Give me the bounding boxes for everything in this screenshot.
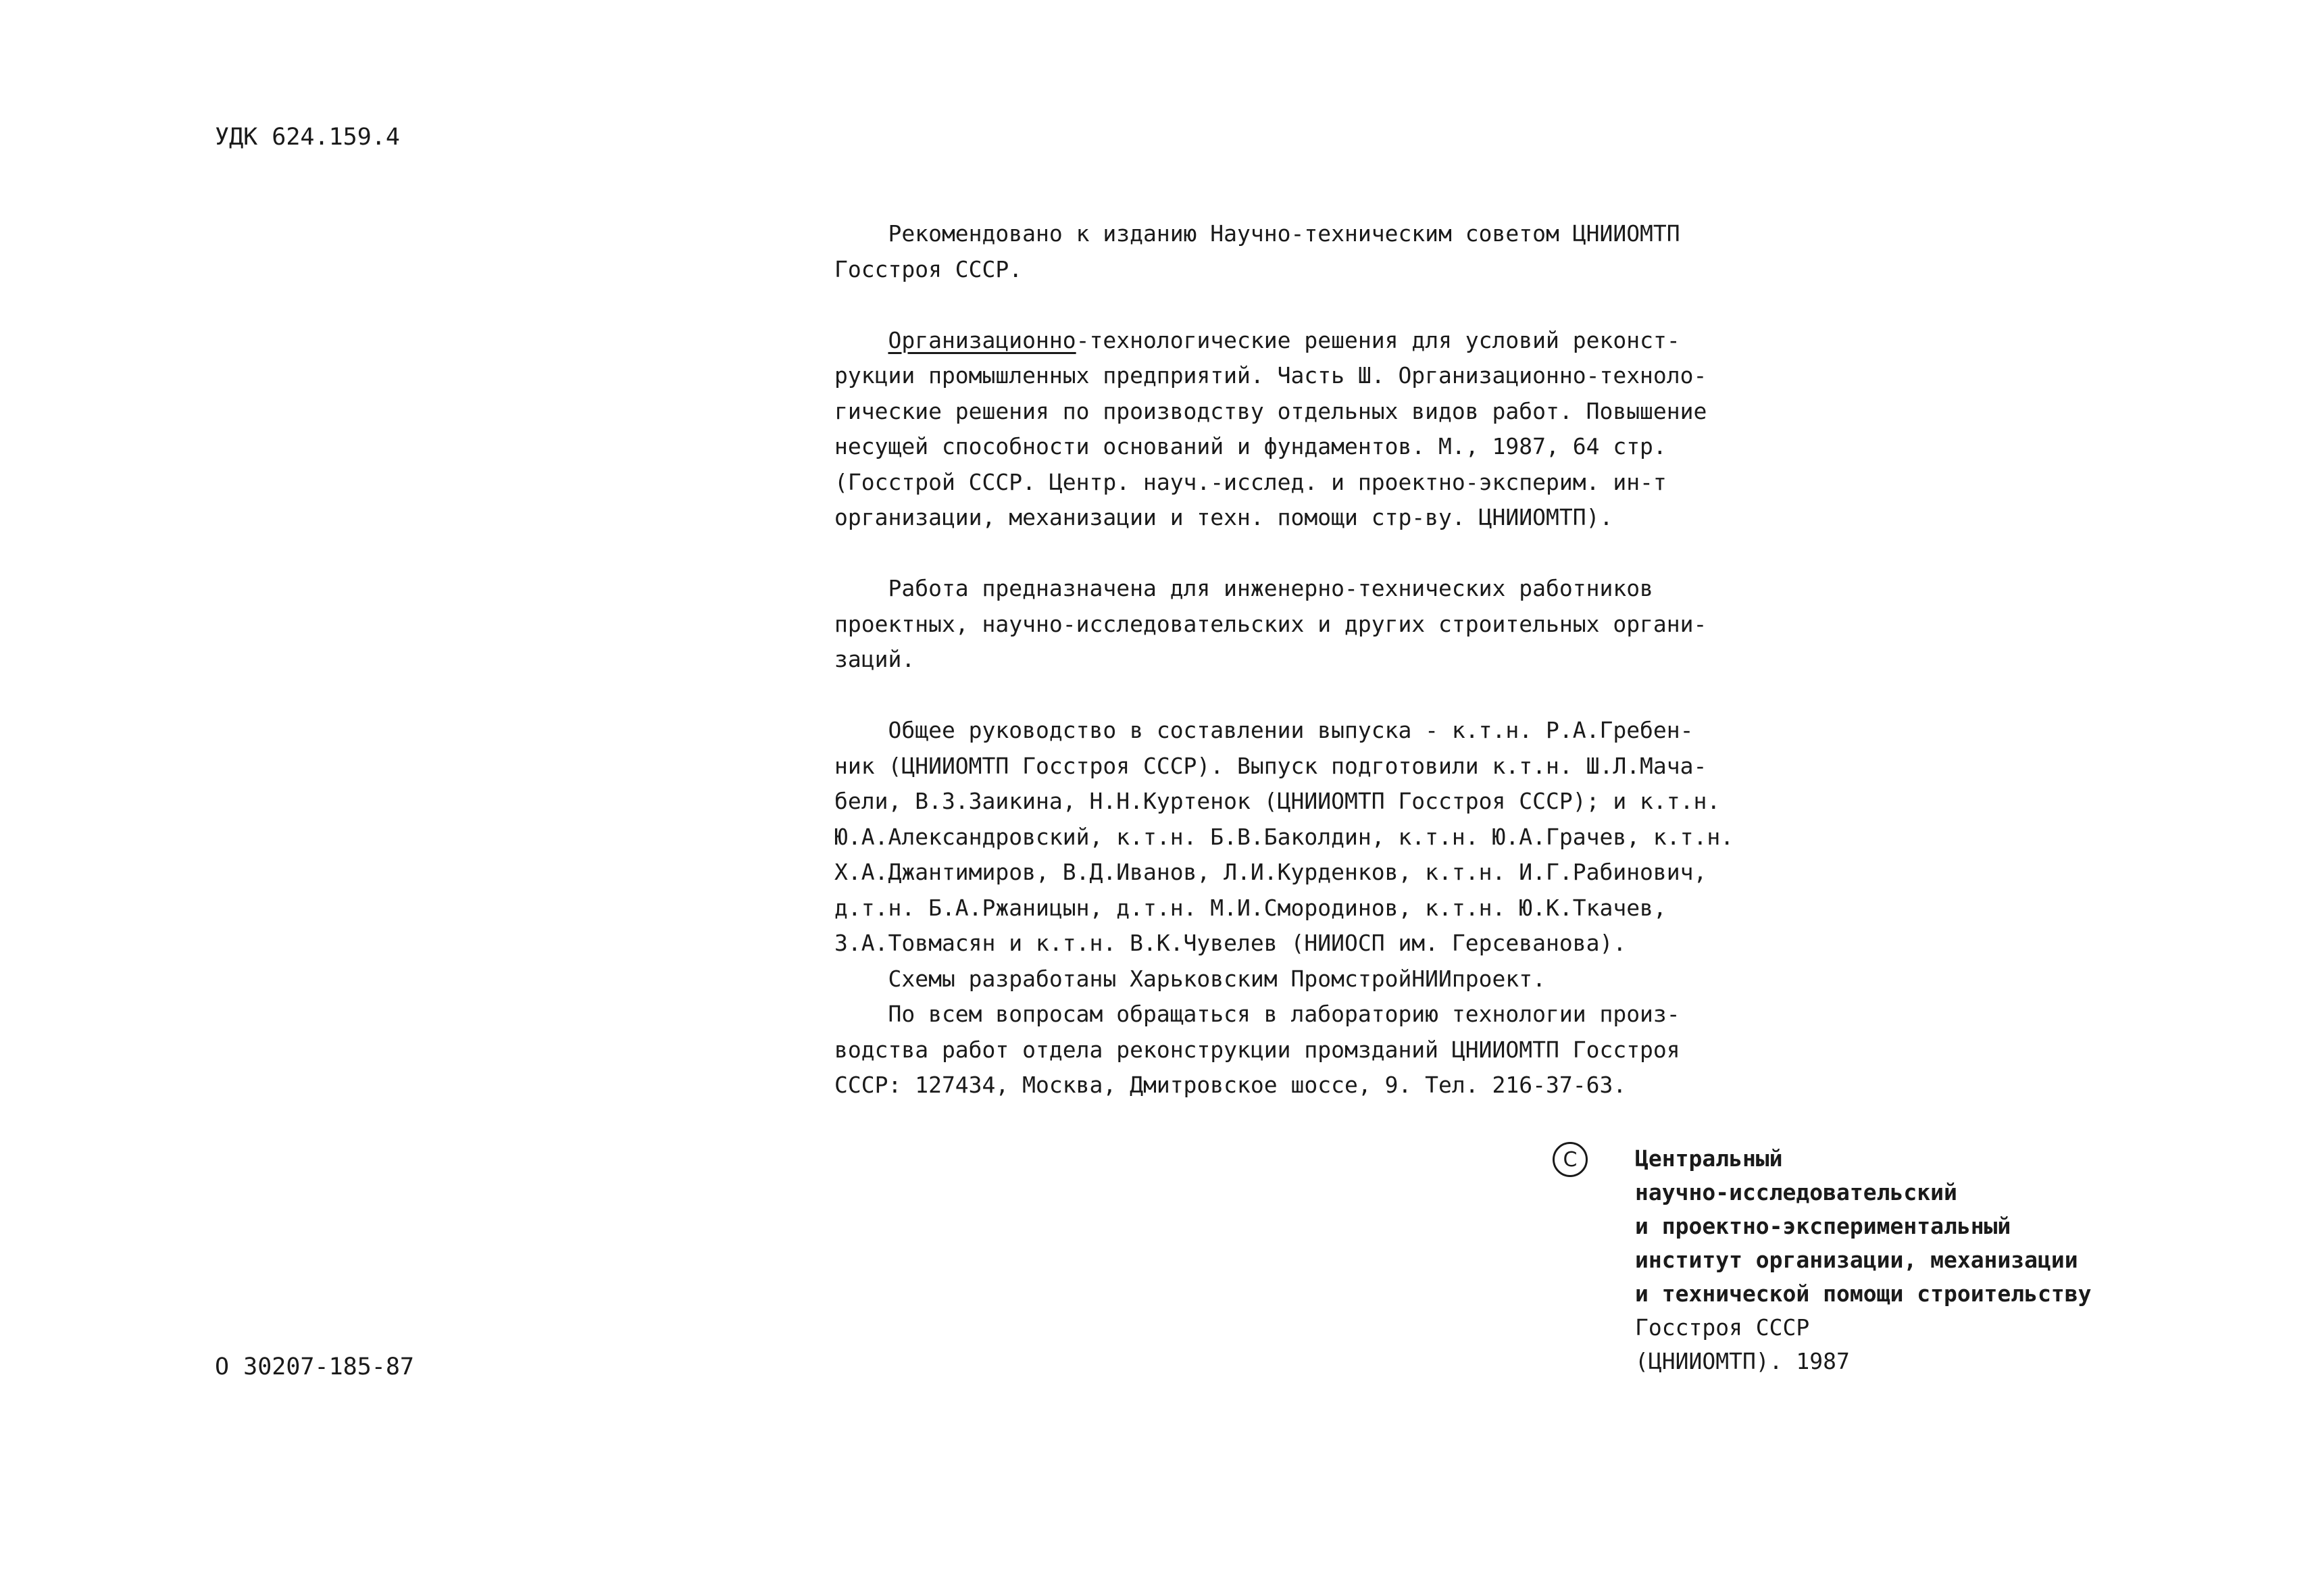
text-line: Схемы разработаны Харьковским ПромстройНИИпроект. bbox=[834, 965, 1546, 992]
text-line: З.А.Товмасян и к.т.н. В.К.Чувелев (НИИОСП им. Герсеванова). bbox=[834, 930, 1627, 956]
text-line: гические решения по производству отдельных видов работ. Повышение bbox=[834, 397, 1707, 424]
institute-name bbox=[1635, 1142, 2092, 1378]
copyright-icon: C bbox=[1553, 1142, 1588, 1177]
abstract-first-line bbox=[834, 323, 1780, 359]
text-line: институт организации, механизации bbox=[1635, 1247, 2078, 1273]
text-line: рукции промышленных предприятий. Часть Ш. Организационно-техноло- bbox=[834, 362, 1707, 389]
main-text bbox=[834, 216, 1780, 1103]
schemes-paragraph bbox=[834, 962, 1780, 997]
text-line: ник (ЦНИИОМТП Госстроя СССР). Выпуск подготовили к.т.н. Ш.Л.Мача- bbox=[834, 752, 1707, 779]
text-line: Работа предназначена для инженерно-технических работников bbox=[834, 575, 1653, 601]
text-fragment: -технологические решения для условий реконст- bbox=[1076, 326, 1680, 353]
recommendation-paragraph bbox=[834, 216, 1780, 287]
text-line: (ЦНИИОМТП). 1987 bbox=[1635, 1348, 1850, 1374]
indent bbox=[834, 327, 888, 353]
text-line: Х.А.Джантимиров, В.Д.Иванов, Л.И.Курденков, к.т.н. И.Г.Рабинович, bbox=[834, 859, 1707, 885]
udk-code: УДК 624.159.4 bbox=[215, 124, 400, 151]
text-line: несущей способности оснований и фундаментов. М., 1987, 64 стр. bbox=[834, 433, 1667, 459]
text-line: По всем вопросам обращаться в лабораторию технологии произ- bbox=[834, 1001, 1680, 1027]
text-line: Общее руководство в составлении выпуска - к.т.н. Р.А.Гребен- bbox=[834, 717, 1694, 743]
text-line: водства работ отдела реконструкции промзданий ЦНИИОМТП Госстроя bbox=[834, 1036, 1680, 1063]
text-line: организации, механизации и техн. помощи стр-ву. ЦНИИОМТП). bbox=[834, 504, 1613, 530]
text-line: и проектно-экспериментальный bbox=[1635, 1213, 2011, 1239]
text-line: Рекомендовано к изданию Научно-техническим советом ЦНИИОМТП bbox=[834, 220, 1680, 247]
text-line: СССР: 127434, Москва, Дмитровское шоссе, 9. Тел. 216-37-63. bbox=[834, 1072, 1627, 1098]
underlined-word: Организационно bbox=[888, 326, 1076, 353]
catalog-number: О 30207-185-87 bbox=[215, 1353, 415, 1380]
text-line: и технической помощи строительству bbox=[1635, 1280, 2092, 1307]
authors-paragraph bbox=[834, 713, 1780, 962]
text-line: научно-исследовательский bbox=[1635, 1179, 1957, 1205]
contact-paragraph bbox=[834, 997, 1780, 1103]
audience-paragraph bbox=[834, 571, 1780, 678]
text-line: (Госстрой СССР. Центр. науч.-исслед. и проектно-эксперим. ин-т bbox=[834, 468, 1667, 495]
text-line: заций. bbox=[834, 646, 915, 672]
text-line: Госстроя СССР bbox=[1635, 1314, 1810, 1341]
text-line: д.т.н. Б.А.Ржаницын, д.т.н. М.И.Смородинов, к.т.н. Ю.К.Ткачев, bbox=[834, 894, 1667, 921]
text-line: Госстроя СССР. bbox=[834, 255, 1023, 282]
text-line: Центральный bbox=[1635, 1145, 1783, 1172]
text-line: бели, В.З.Заикина, Н.Н.Куртенок (ЦНИИОМТП Госстроя СССР); и к.т.н. bbox=[834, 788, 1721, 814]
abstract-paragraph bbox=[834, 323, 1780, 536]
text-line: Ю.А.Александровский, к.т.н. Б.В.Баколдин, к.т.н. Ю.А.Грачев, к.т.н. bbox=[834, 823, 1734, 850]
text-line: проектных, научно-исследовательских и других строительных органи- bbox=[834, 610, 1707, 637]
